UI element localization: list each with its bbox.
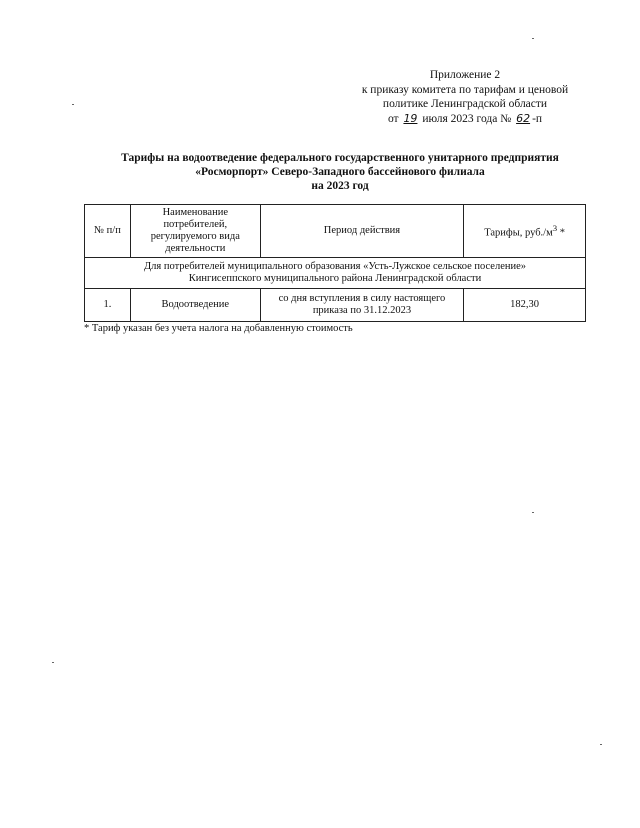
date-middle: июля 2023 года № [422,112,512,125]
document-title [80,151,600,193]
handwritten-order-number: 62 [516,111,531,125]
appendix-date-line [340,112,590,127]
group-line-2: Кингисеппского муниципального района Ленинградской области [188,273,482,284]
header-tariff-label: Тарифы, руб./м [484,227,553,239]
handwritten-day: 19 [403,111,418,125]
header-period: Период действия [260,205,464,258]
title-line-2: «Росморпорт» Северо-Западного бассейнового филиала [195,166,485,178]
row-tariff: 182,30 [464,289,586,322]
scan-speck [600,744,602,745]
table-header-row [85,205,586,258]
header-tariff [464,205,586,258]
consumer-group-cell [85,258,586,289]
tariff-table [84,204,586,322]
header-consumers: Наименование потребителей, регулируемого вида деятельности [130,205,260,258]
appendix-header [340,68,590,126]
scan-speck [532,38,534,39]
appendix-order-ref: к приказу комитета по тарифам и ценовой [361,83,569,96]
appendix-committee: политике Ленинградской области [382,98,548,110]
date-prefix: от [387,112,399,125]
title-line-3: на 2023 год [311,180,369,192]
table-row [85,289,586,322]
footnote: * Тариф указан без учета налога на добавленную стоимость [84,323,353,334]
appendix-title: Приложение 2 [429,69,501,81]
consumer-group-row [85,258,586,289]
header-tariff-star: * [557,227,565,239]
header-num: № п/п [85,205,131,258]
row-period: со дня вступления в силу настоящего приказа по 31.12.2023 [260,289,464,322]
order-suffix: -п [532,112,543,125]
scan-speck [532,512,534,513]
row-num: 1. [85,289,131,322]
row-activity: Водоотведение [130,289,260,322]
group-line-1: Для потребителей муниципального образования «Усть-Лужское сельское поселение» [143,261,527,272]
header-tariff-sup: 3 [552,223,558,234]
scan-speck [52,662,54,663]
title-line-1: Тарифы на водоотведение федерального государственного унитарного предприятия [121,152,559,164]
scan-speck [72,104,74,105]
